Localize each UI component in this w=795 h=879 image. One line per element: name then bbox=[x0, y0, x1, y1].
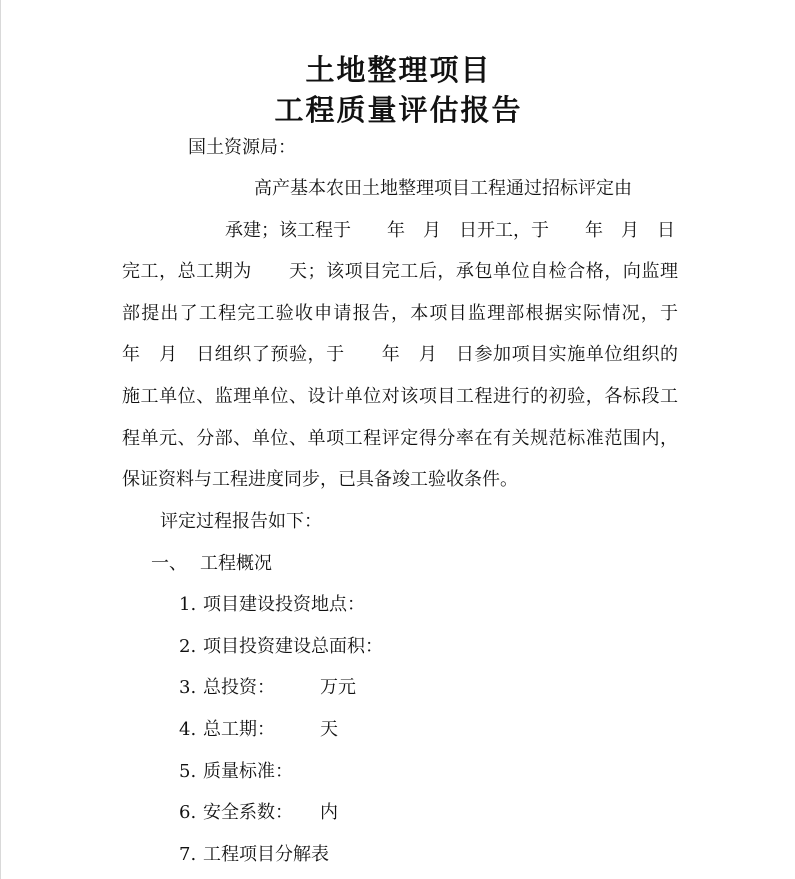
list-item bbox=[179, 719, 338, 741]
list-item-number: 5. bbox=[179, 761, 197, 782]
list-item-number: 3. bbox=[179, 677, 197, 698]
body-line-1: 高产基本农田土地整理项目工程通过招标评定由 bbox=[254, 178, 632, 199]
list-item-text: 总投资： 万元 bbox=[203, 677, 356, 698]
document-title-line2: 工程质量评估报告 bbox=[274, 93, 523, 127]
list-item bbox=[179, 677, 356, 699]
list-item-text: 总工期： 天 bbox=[203, 719, 338, 740]
list-item-text: 项目建设投资地点： bbox=[203, 594, 365, 615]
list-item bbox=[179, 802, 338, 824]
body-line-5: 年 月 日组织了预验，于 年 月 日参加项目实施单位组织的 bbox=[122, 344, 678, 365]
document-title-line1: 土地整理项目 bbox=[305, 53, 492, 87]
section-title: 工程概况 bbox=[200, 553, 272, 574]
salutation: 国土资源局： bbox=[188, 137, 296, 158]
list-item-number: 1. bbox=[179, 594, 197, 615]
list-item bbox=[179, 594, 365, 616]
body-line-7: 程单元、分部、单位、单项工程评定得分率在有关规范标准范围内， bbox=[122, 428, 678, 449]
body-line-6: 施工单位、监理单位、设计单位对该项目工程进行的初验，各标段工 bbox=[122, 386, 678, 407]
body-line-3: 完工，总工期为 天；该项目完工后，承包单位自检合格，向监理 bbox=[122, 261, 678, 282]
body-line-4: 部提出了工程完工验收申请报告，本项目监理部根据实际情况，于 bbox=[122, 303, 678, 324]
list-item-number: 2. bbox=[179, 636, 197, 657]
intro-line: 评定过程报告如下： bbox=[160, 511, 322, 532]
body-line-2: 承建；该工程于 年 月 日开工，于 年 月 日 bbox=[225, 220, 675, 241]
list-item bbox=[179, 761, 293, 783]
list-item-text: 质量标准： bbox=[203, 761, 293, 782]
list-item-text: 工程项目分解表 bbox=[203, 844, 329, 865]
section-heading bbox=[151, 553, 272, 575]
list-item-number: 6. bbox=[179, 802, 197, 823]
list-item bbox=[179, 636, 383, 658]
list-item-text: 安全系数： 内 bbox=[203, 802, 338, 823]
section-number: 一、 bbox=[151, 553, 187, 574]
list-item-text: 项目投资建设总面积： bbox=[203, 636, 383, 657]
list-item-number: 7. bbox=[179, 844, 197, 865]
list-item bbox=[179, 844, 329, 866]
list-item-number: 4. bbox=[179, 719, 197, 740]
body-line-8: 保证资料与工程进度同步，已具备竣工验收条件。 bbox=[122, 469, 518, 490]
